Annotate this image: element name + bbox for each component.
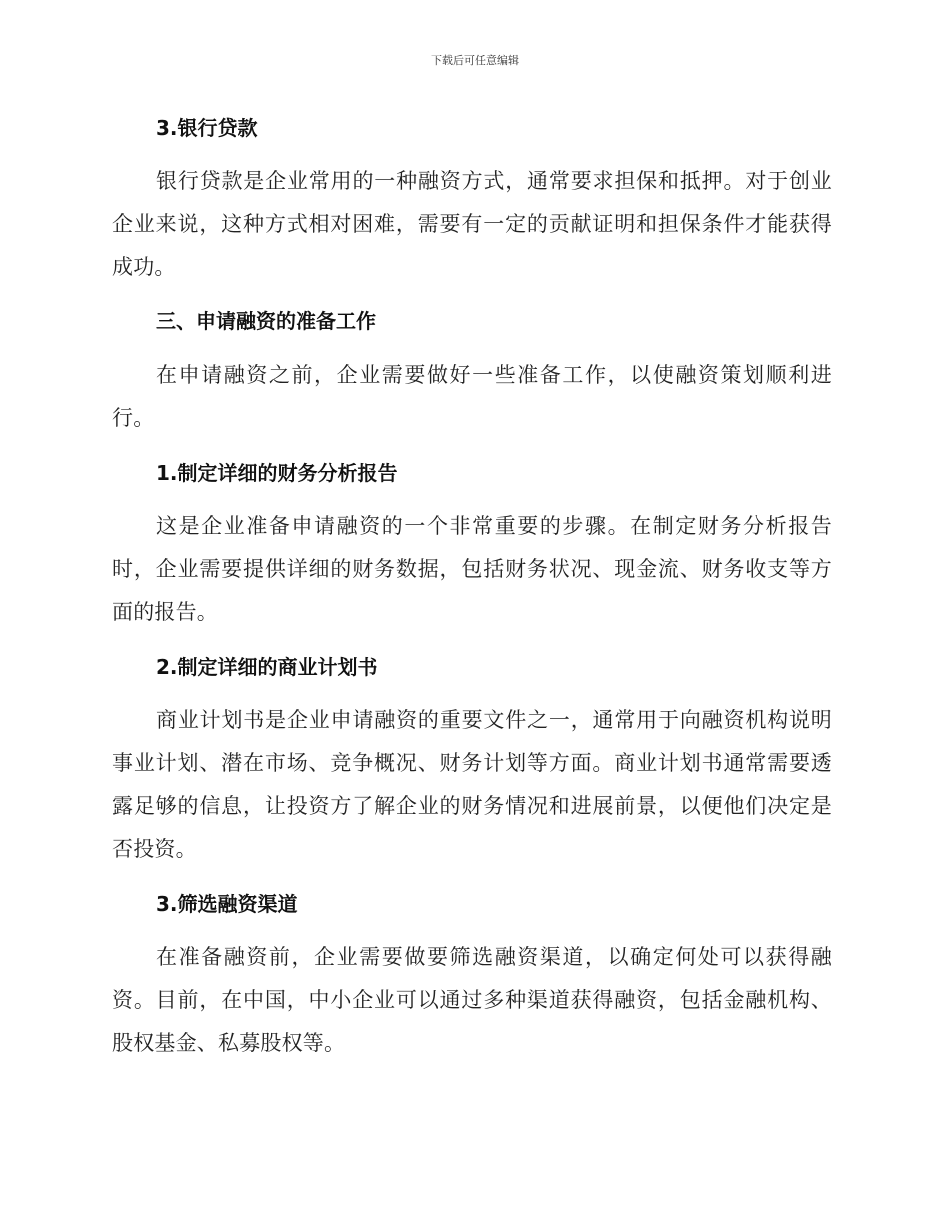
page-header: 下载后可任意编辑 [431,54,519,67]
section-heading-financing-channels: 3.筛选融资渠道 [156,892,298,916]
section-heading-preparation: 三、申请融资的准备工作 [156,309,376,333]
section-heading-business-plan: 2.制定详细的商业计划书 [156,655,378,679]
paragraph-preparation: 在申请融资之前，企业需要做好一些准备工作，以使融资策划顺利进行。 [112,363,832,430]
paragraph-financing-channels: 在准备融资前，企业需要做要筛选融资渠道，以确定何处可以获得融资。目前，在中国，中小企业可以通过多种渠道获得融资，包括金融机构、股权基金、私募股权等。 [112,945,832,1055]
paragraph-business-plan: 商业计划书是企业申请融资的重要文件之一，通常用于向融资机构说明事业计划、潜在市场、竞争概况、财务计划等方面。商业计划书通常需要透露足够的信息，让投资方了解企业的财务情况和进展前景，以便他们决定是否投资。 [112,708,832,861]
section-heading-bank-loan: 3.银行贷款 [156,116,258,140]
paragraph-financial-report: 这是企业准备申请融资的一个非常重要的步骤。在制定财务分析报告时，企业需要提供详细的财务数据，包括财务状况、现金流、财务收支等方面的报告。 [112,514,832,624]
section-heading-financial-report: 1.制定详细的财务分析报告 [156,461,398,485]
paragraph-bank-loan: 银行贷款是企业常用的一种融资方式，通常要求担保和抵押。对于创业企业来说，这种方式相对困难，需要有一定的贡献证明和担保条件才能获得成功。 [112,169,832,279]
